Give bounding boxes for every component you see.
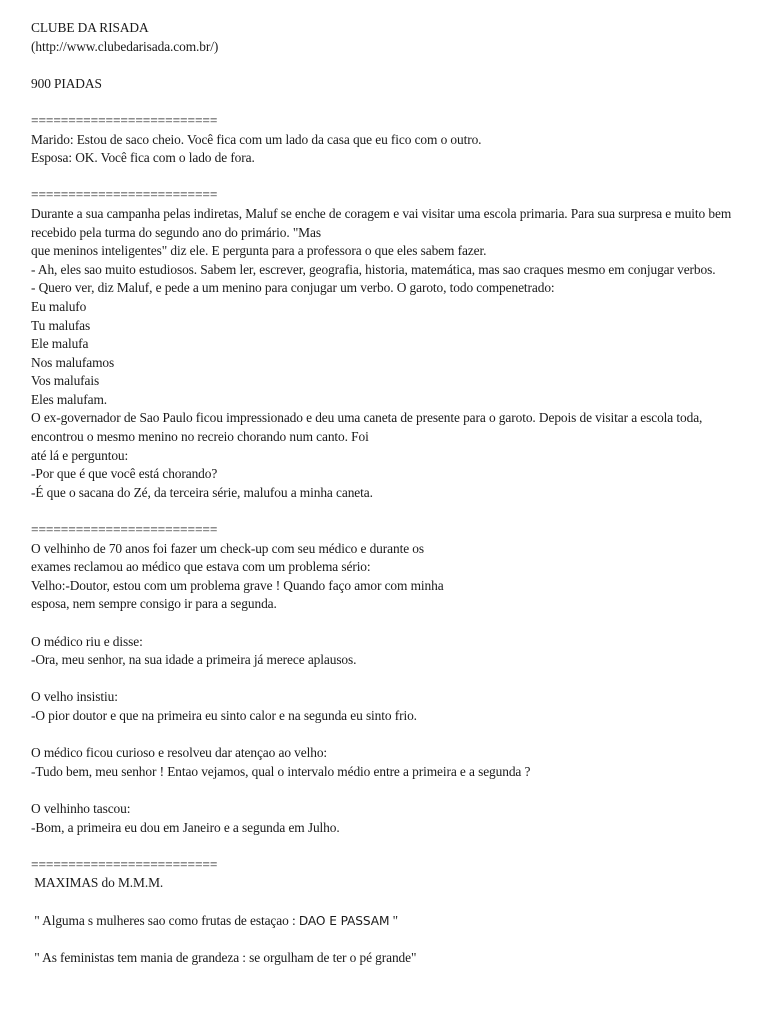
blank-line [31,930,743,949]
separator: ========================= [31,856,218,872]
joke-line: - Quero ver, diz Maluf, e pede a um menino para conjugar um verbo. O garoto, todo compenetrado: [31,280,555,296]
conjugation-line: Nos malufamos [31,354,115,370]
separator: ========================= [31,187,218,203]
separator: ========================= [31,522,218,538]
maxim-line: " As feministas tem mania de grandeza : se orgulham de ter o pé grande" [31,949,417,965]
joke-line: exames reclamou ao médico que estava com um problema sério: [31,559,371,575]
joke-line: O velhinho de 70 anos foi fazer um check-up com seu médico e durante os [31,540,424,556]
conjugation-line: Vos malufais [31,373,100,389]
maxim-caps-text: DAO E PASSAM [298,913,390,928]
joke-paragraph: Durante a sua campanha pelas indiretas, Maluf se enche de coragem e vai visitar uma escola primaria. Para sua surpresa e muito bem recebido pela turma do segundo ano do primário. "Mas [31,205,732,240]
joke-line: -Ora, meu senhor, na sua idade a primeira já merece aplausos. [31,652,357,668]
document-title: CLUBE DA RISADA [31,20,149,35]
conjugation-line: Tu malufas [31,317,91,333]
maxim-text: " Alguma s mulheres sao como frutas de estaçao : [31,912,299,928]
blank-line [31,614,743,633]
separator: ========================= [31,112,218,128]
joke-line: O médico riu e disse: [31,633,143,649]
joke-line: -Bom, a primeira eu dou em Janeiro e a segunda em Julho. [31,819,340,835]
conjugation-line: Eu malufo [31,298,87,314]
joke-line: -É que o sacana do Zé, da terceira série, malufou a minha caneta. [31,484,373,500]
blank-line [31,726,743,745]
blank-line [31,670,743,689]
blank-line [31,93,743,112]
joke-line: -Tudo bem, meu senhor ! Entao vejamos, qual o intervalo médio entre a primeira e a segunda ? [31,763,531,779]
joke-line: até lá e perguntou: [31,447,129,463]
joke-paragraph: O ex-governador de Sao Paulo ficou impressionado e deu uma caneta de presente para o garoto. Depois de visitar a escola toda, encontrou o mesmo menino no recreio chorando num canto. Foi [31,410,703,445]
joke-line: Velho:-Doutor, estou com um problema grave ! Quando faço amor com minha [31,577,444,593]
blank-line [31,781,743,800]
joke-line: O velho insistiu: [31,689,118,705]
maxim-text: " [389,912,399,928]
joke-line: O médico ficou curioso e resolveu dar atençao ao velho: [31,745,328,761]
blank-line [31,168,743,187]
conjugation-line: Eles malufam. [31,391,108,407]
joke-line: Esposa: OK. Você fica com o lado de fora. [31,150,255,166]
maxim-line [31,912,743,931]
joke-line: -Por que é que você está chorando? [31,466,218,482]
joke-line: -O pior doutor e que na primeira eu sinto calor e na segunda eu sinto frio. [31,707,417,723]
website-url: (http://www.clubedarisada.com.br/) [31,38,219,54]
section-heading: MAXIMAS do M.M.M. [31,875,164,891]
joke-line: O velhinho tascou: [31,800,131,816]
joke-paragraph: - Ah, eles sao muito estudiosos. Sabem ler, escrever, geografia, historia, matemática, mas sao craques mesmo em conjugar verbos. [31,261,716,277]
conjugation-line: Ele malufa [31,336,89,352]
joke-line: Marido: Estou de saco cheio. Você fica com um lado da casa que eu fico com o outro. [31,131,482,147]
document-text [31,19,743,967]
joke-line: que meninos inteligentes" diz ele. E pergunta para a professora o que eles sabem fazer. [31,243,487,259]
blank-line [31,893,743,912]
joke-line: esposa, nem sempre consigo ir para a segunda. [31,596,277,612]
blank-line [31,502,743,521]
document-subtitle: 900 PIADAS [31,75,102,91]
blank-line [31,56,743,75]
blank-line [31,837,743,856]
